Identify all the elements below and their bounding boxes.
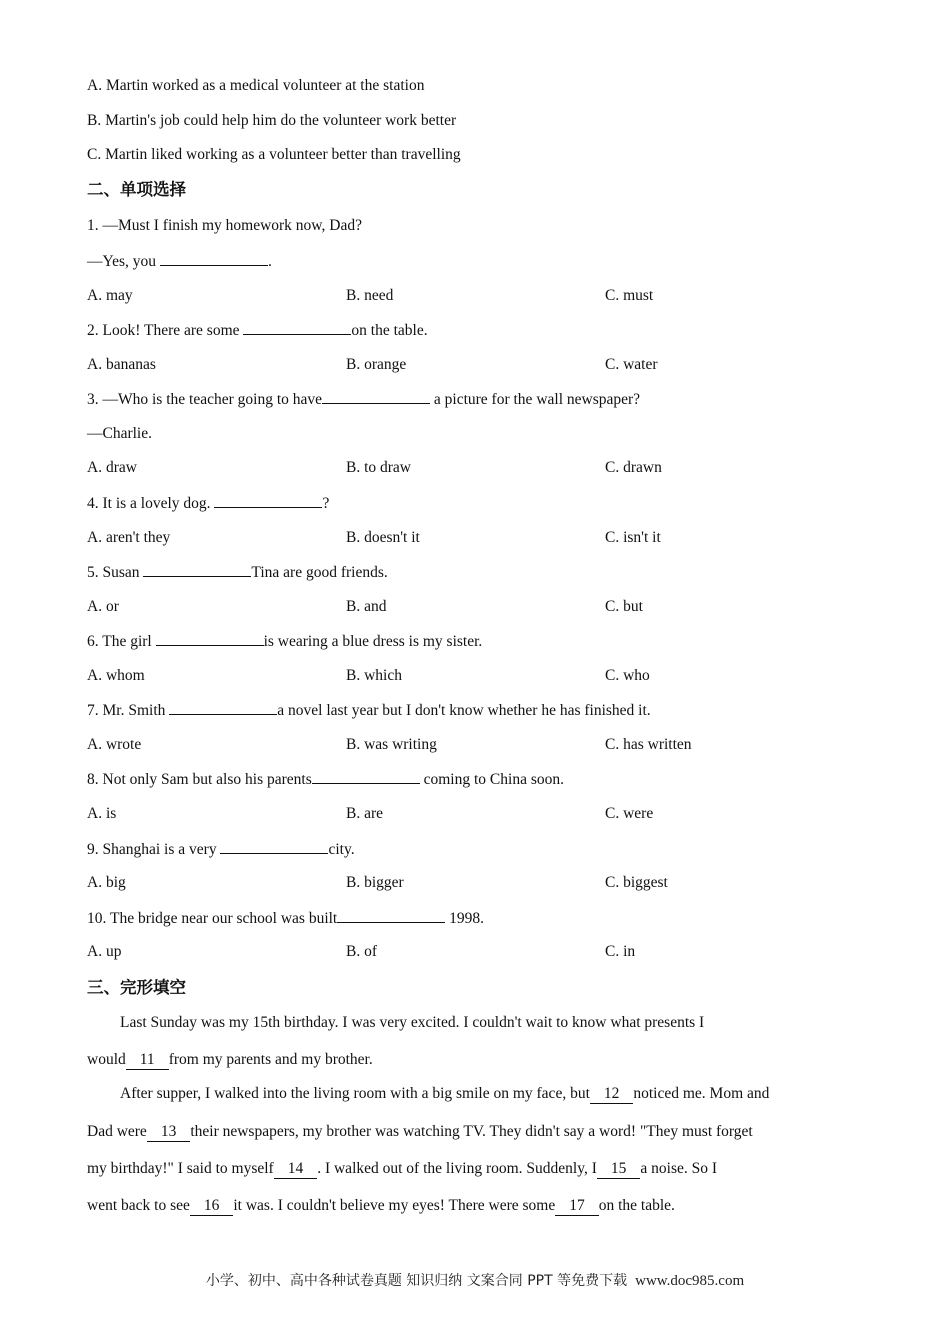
blank-13: 13 — [147, 1123, 191, 1142]
q2-option-c: C. water — [605, 356, 658, 373]
q4-option-c: C. isn't it — [605, 529, 661, 546]
cloze-p2-line2 — [87, 1122, 753, 1142]
section3-title: 三、完形填空 — [87, 978, 186, 997]
cloze-text: . I walked out of the living room. Suddenly, I — [317, 1160, 597, 1177]
q7-pre: 7. Mr. Smith — [87, 702, 170, 719]
q1-answer-line — [87, 251, 272, 272]
cloze-p2-line1 — [120, 1084, 769, 1104]
q6-option-b: B. which — [346, 667, 402, 684]
q2-blank — [243, 320, 351, 335]
prev-option-a: A. Martin worked as a medical volunteer at the station — [87, 77, 425, 94]
prev-option-b: B. Martin's job could help him do the volunteer work better — [87, 112, 457, 129]
q10-option-b: B. of — [346, 943, 377, 960]
q2-post: on the table. — [351, 322, 428, 339]
q5-option-a: A. or — [87, 598, 119, 615]
prev-option-c: C. Martin liked working as a volunteer better than travelling — [87, 146, 461, 163]
q4-post: ? — [322, 495, 330, 512]
q7-option-c: C. has written — [605, 736, 692, 753]
q8-stem — [87, 769, 564, 790]
q7-post: a novel last year but I don't know whether he has finished it. — [277, 702, 651, 719]
q2-pre: 2. Look! There are some — [87, 322, 244, 339]
q9-post: city. — [328, 841, 355, 858]
q10-blank — [337, 908, 445, 923]
blank-15: 15 — [597, 1160, 641, 1179]
cloze-text: went back to see — [87, 1197, 190, 1214]
blank-14: 14 — [274, 1160, 318, 1179]
cloze-text: a noise. So I — [640, 1160, 718, 1177]
cloze-text: would — [87, 1051, 126, 1068]
q6-stem — [87, 631, 482, 652]
q9-pre: 9. Shanghai is a very — [87, 841, 221, 858]
blank-11: 11 — [126, 1051, 169, 1070]
q7-option-b: B. was writing — [346, 736, 437, 753]
q3-blank — [322, 389, 430, 404]
cloze-text: their newspapers, my brother was watching TV. They didn't say a word! "They must forget — [190, 1123, 753, 1140]
q7-option-a: A. wrote — [87, 736, 142, 753]
q5-option-b: B. and — [346, 598, 387, 615]
q9-option-a: A. big — [87, 874, 126, 891]
q10-option-c: C. in — [605, 943, 636, 960]
cloze-text: Dad were — [87, 1123, 147, 1140]
q7-blank — [169, 700, 277, 715]
q10-stem — [87, 908, 484, 929]
cloze-text: noticed me. Mom and — [633, 1085, 770, 1102]
q4-stem — [87, 493, 329, 514]
q9-option-b: B. bigger — [346, 874, 404, 891]
q3-stem — [87, 389, 640, 410]
q3-option-a: A. draw — [87, 459, 137, 476]
q8-option-b: B. are — [346, 805, 384, 822]
q6-option-a: A. whom — [87, 667, 145, 684]
q6-pre: 6. The girl — [87, 633, 156, 650]
q5-blank — [143, 562, 251, 577]
footer-text: 小学、初中、高中各种试卷真题 知识归纳 文案合同 PPT 等免费下载 — [205, 1273, 628, 1289]
q8-blank — [312, 769, 420, 784]
q3-reply: —Charlie. — [87, 425, 152, 442]
cloze-text: from my parents and my brother. — [168, 1051, 373, 1068]
q2-stem — [87, 320, 428, 341]
q8-option-a: A. is — [87, 805, 117, 822]
q10-post: 1998. — [445, 910, 484, 927]
q1-option-c: C. must — [605, 287, 654, 304]
cloze-text: it was. I couldn't believe my eyes! There were some — [233, 1197, 556, 1214]
q1-stem: 1. —Must I finish my homework now, Dad? — [87, 217, 362, 234]
cloze-p2-line3 — [87, 1159, 717, 1179]
q10-pre: 10. The bridge near our school was built — [87, 910, 338, 927]
q3-option-c: C. drawn — [605, 459, 662, 476]
q2-option-b: B. orange — [346, 356, 407, 373]
q9-blank — [220, 839, 328, 854]
cloze-text: After supper, I walked into the living room with a big smile on my face, but — [120, 1085, 590, 1102]
q10-option-a: A. up — [87, 943, 122, 960]
q6-blank — [156, 631, 264, 646]
cloze-p1-line1: Last Sunday was my 15th birthday. I was very excited. I couldn't wait to know what presents I — [120, 1014, 705, 1031]
q3-pre: 3. —Who is the teacher going to have — [87, 391, 323, 408]
q4-blank — [214, 493, 322, 508]
q7-stem — [87, 700, 651, 721]
q9-stem — [87, 839, 355, 860]
blank-17: 17 — [555, 1197, 599, 1216]
q4-option-b: B. doesn't it — [346, 529, 420, 546]
footer-url[interactable]: www.doc985.com — [635, 1273, 745, 1289]
q4-option-a: A. aren't they — [87, 529, 171, 546]
q1-option-b: B. need — [346, 287, 394, 304]
q6-option-c: C. who — [605, 667, 650, 684]
q6-post: is wearing a blue dress is my sister. — [263, 633, 483, 650]
cloze-p2-line4 — [87, 1196, 675, 1216]
section2-title: 二、单项选择 — [87, 180, 186, 199]
q1-option-a: A. may — [87, 287, 133, 304]
page-footer — [0, 1270, 950, 1290]
q1-line2-post: . — [267, 253, 272, 270]
q8-post: coming to China soon. — [419, 771, 564, 788]
q8-option-c: C. were — [605, 805, 654, 822]
q1-line2-pre: —Yes, you — [87, 253, 160, 270]
q5-stem — [87, 562, 388, 583]
q8-pre: 8. Not only Sam but also his parents — [87, 771, 312, 788]
blank-16: 16 — [190, 1197, 234, 1216]
q2-option-a: A. bananas — [87, 356, 156, 373]
q9-option-c: C. biggest — [605, 874, 668, 891]
q5-option-c: C. but — [605, 598, 643, 615]
blank-12: 12 — [590, 1085, 634, 1104]
cloze-p1-line2 — [87, 1050, 373, 1070]
cloze-text: my birthday!" I said to myself — [87, 1160, 274, 1177]
q1-blank — [160, 251, 268, 266]
q5-post: Tina are good friends. — [251, 564, 388, 581]
q5-pre: 5. Susan — [87, 564, 144, 581]
cloze-text: on the table. — [598, 1197, 675, 1214]
q4-pre: 4. It is a lovely dog. — [87, 495, 215, 512]
q3-option-b: B. to draw — [346, 459, 412, 476]
q3-post: a picture for the wall newspaper? — [430, 391, 641, 408]
